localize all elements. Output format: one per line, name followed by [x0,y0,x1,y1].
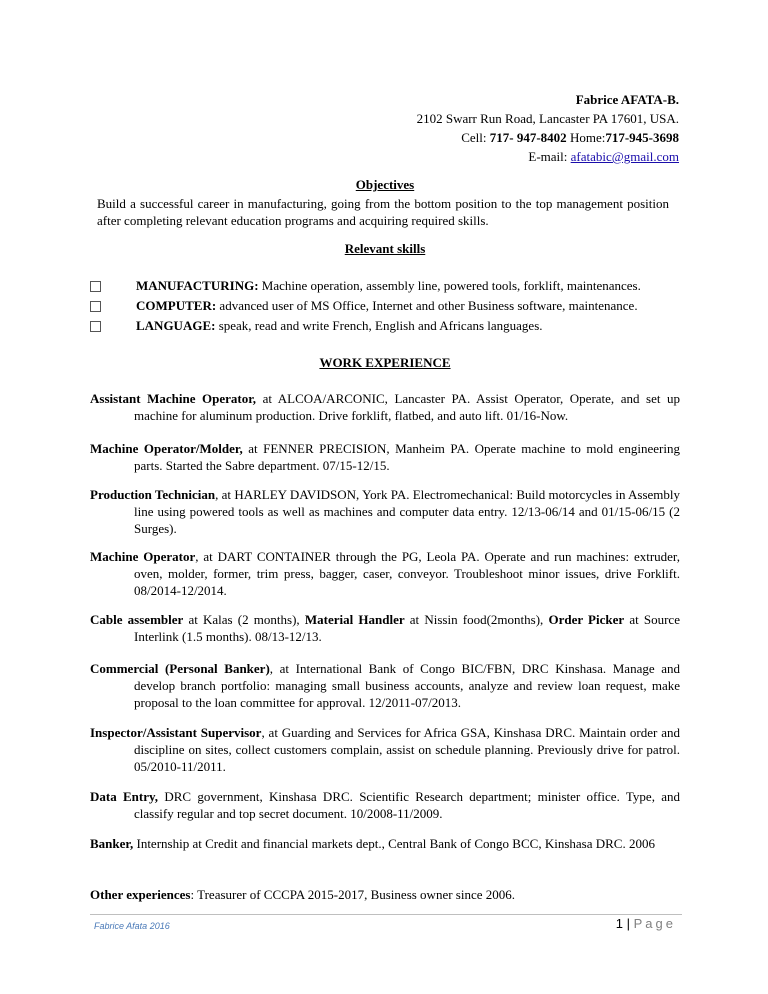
skill-label: COMPUTER: [136,298,217,313]
home-label: Home: [566,130,606,145]
experience-title: Machine Operator/Molder, [90,441,243,456]
experience-entry [90,660,680,711]
cell-number: 717- 947-8402 [489,130,567,145]
experience-title: Inspector/Assistant Supervisor [90,725,262,740]
experience-title: Other experiences [90,887,191,902]
cell-label: Cell: [461,130,490,145]
objectives-heading: Objectives [355,177,415,192]
email-line [417,147,679,166]
experience-entry [90,886,680,903]
experience-text: at Kalas (2 months), [183,612,305,627]
experience-text: DRC government, Kinshasa DRC. Scientific Research department; minister office. Type, and classify regular and top secret document. 10/2008-11/2009. [134,789,680,821]
footer-author: Fabrice Afata 2016 [94,921,170,931]
experience-title: Data Entry, [90,789,159,804]
skills-heading: Relevant skills [344,241,426,256]
email-label: E-mail: [528,149,571,164]
experience-entry [90,835,680,852]
skill-text: Machine operation, assembly line, powered tools, forklift, maintenances. [258,278,641,293]
skill-item [90,316,690,336]
experience-title: Cable assembler [90,612,184,627]
experience-text: , at HARLEY DAVIDSON, York PA. Electromechanical: Build motorcycles in Assembly line using powered tools as well as machines and computer data entry. 12/13-06/14 and 01/15-06/15 (2 Surges). [134,487,681,536]
objectives-text: Build a successful career in manufacturing, going from the bottom position to the top management position after completing relevant education programs and acquiring required skills. [97,196,669,228]
experience-title: Machine Operator [90,549,196,564]
page-number: 1 [615,916,624,931]
experience-text: , at International Bank of Congo BIC/FBN, DRC Kinshasa. Manage and develop branch portfolio: managing small business accounts, analyze and review loan request, make proposal to the loan committee for approval. 12/2011-07/2013. [134,661,680,710]
applicant-name: Fabrice AFATA-B. [575,92,679,107]
page-separator: | [623,916,634,931]
home-number: 717-945-3698 [605,130,679,145]
experience-title: Order Picker [548,612,625,627]
experience-entry [90,548,680,599]
experience-title: Commercial (Personal Banker) [90,661,270,676]
experience-text: , at DART CONTAINER through the PG, Leola PA. Operate and run machines: extruder, oven, molder, former, trim press, bagger, caser, conveyor. Troubleshoot minor issues, drive Forklift. 08/2014-12/2014. [134,549,680,598]
bullet-box-icon [90,301,101,312]
skill-text: speak, read and write French, English and Africans languages. [215,318,543,333]
skill-label: MANUFACTURING: [136,278,259,293]
experience-title: Production Technician [90,487,216,502]
page-word: Page [633,916,676,931]
work-heading: WORK EXPERIENCE [319,355,451,370]
experience-entry [90,390,680,424]
experience-text: at Nissin food(2months), [404,612,549,627]
skill-label: LANGUAGE: [136,318,216,333]
experience-text: at Source Interlink (1.5 months). 08/13-12/13. [134,612,680,644]
experience-entry [90,486,680,537]
skills-list [90,276,690,336]
experience-text: , at Guarding and Services for Africa GSA, Kinshasa DRC. Maintain order and discipline on sites, collect customers complain, assist on schedule planning. Previously drive for patrol. 05/2010-11/2011. [134,725,680,774]
experience-entry [90,440,680,474]
phone-line [417,128,679,147]
experience-entry [90,724,680,775]
experience-text: Internship at Credit and financial markets dept., Central Bank of Congo BCC, Kinshasa DRC. 2006 [133,836,655,851]
footer-divider [90,914,682,915]
experience-entry [90,788,680,822]
experience-text: : Treasurer of CCCPA 2015-2017, Business owner since 2006. [190,887,516,902]
experience-title: Banker, [90,836,134,851]
experience-text: at ALCOA/ARCONIC, Lancaster PA. Assist Operator, Operate, and set up machine for aluminum production. Drive forklift, flatbed, and auto lift. 01/16-Now. [134,391,680,423]
email-link[interactable]: afatabic@gmail.com [570,149,679,164]
address: 2102 Swarr Run Road, Lancaster PA 17601, USA. [416,111,679,126]
bullet-box-icon [90,281,101,292]
skill-item [90,276,690,296]
contact-block [417,90,679,166]
bullet-box-icon [90,321,101,332]
footer-page-number [616,916,676,931]
experience-title: Assistant Machine Operator, [90,391,257,406]
skill-text: advanced user of MS Office, Internet and other Business software, maintenance. [216,298,638,313]
experience-entry [90,611,680,645]
experience-title: Material Handler [304,612,405,627]
skill-item [90,296,690,316]
experience-text: at FENNER PRECISION, Manheim PA. Operate machine to mold engineering parts. Started the Sabre department. 07/15-12/15. [134,441,680,473]
